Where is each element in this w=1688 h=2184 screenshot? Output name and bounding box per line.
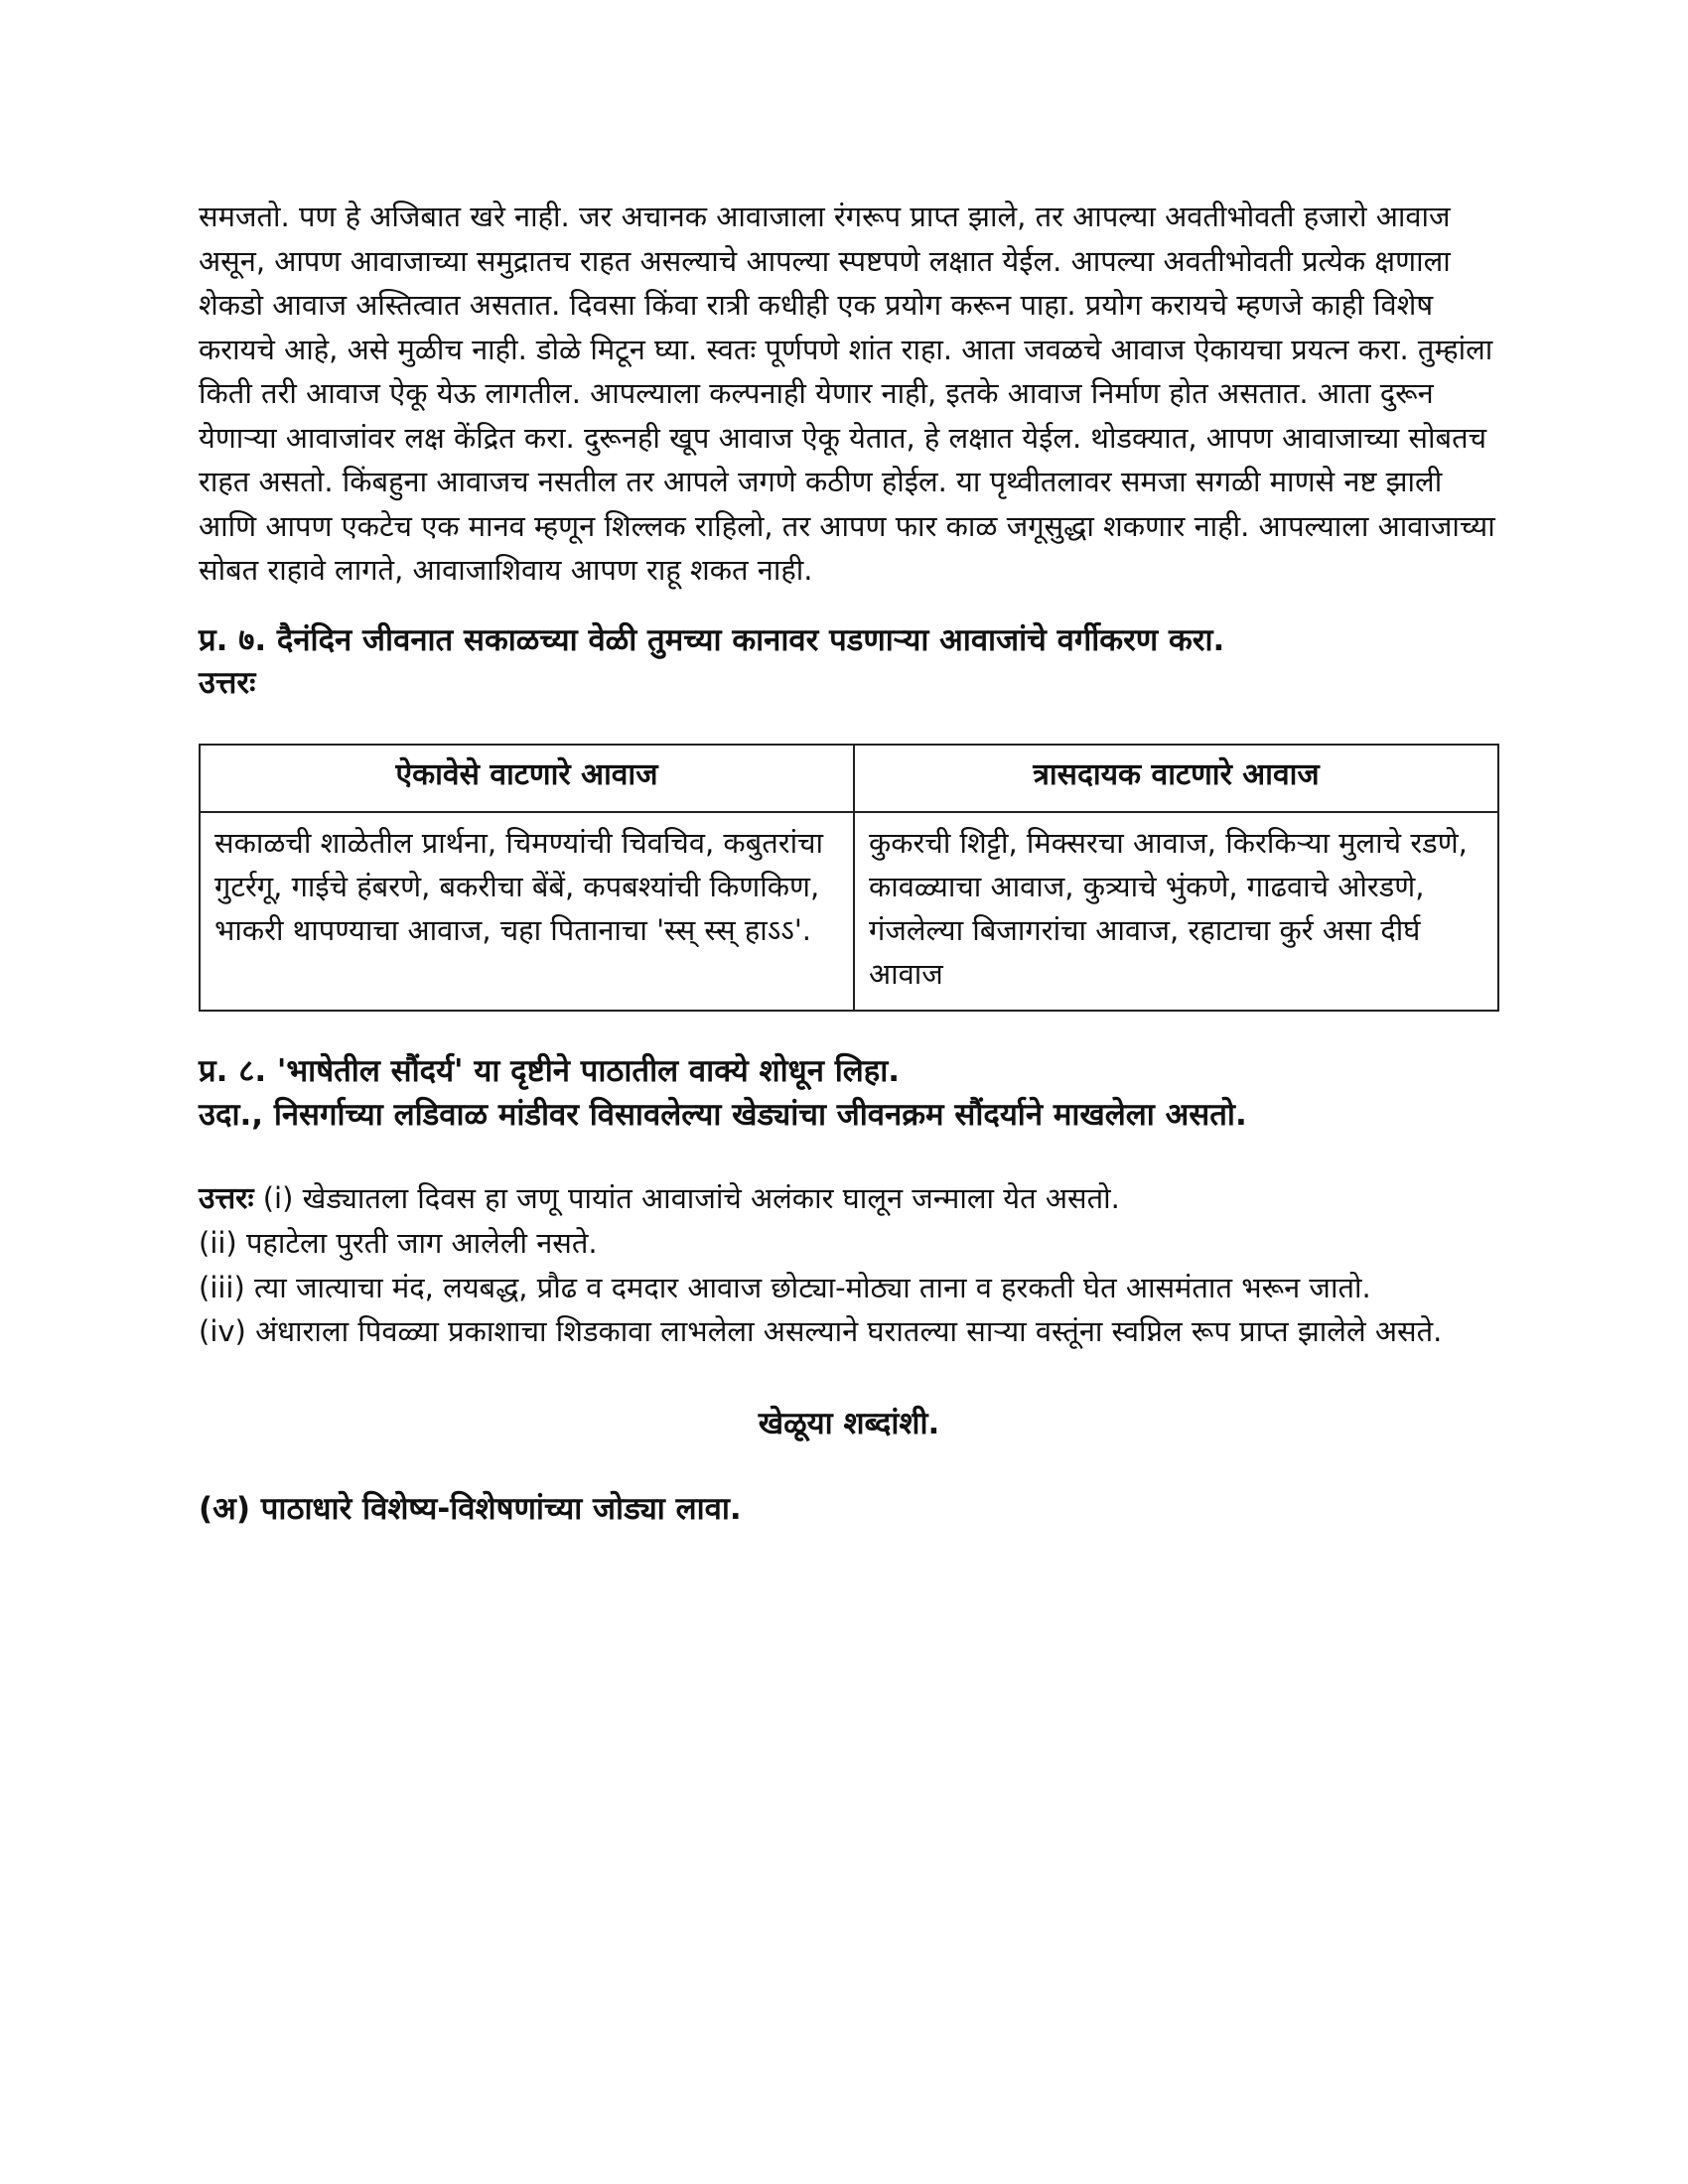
header-pleasant-sounds: ऐकावेसे वाटणारे आवाज <box>200 745 854 812</box>
answer-line-1 <box>199 1176 1499 1222</box>
answer-3: (iii) त्या जात्याचा मंद, लयबद्ध, प्रौढ व दमदार आवाज छोट्या-मोठ्या ताना व हरकती घेत आसमंतात भरून जातो. <box>199 1270 1371 1304</box>
exercise-a: (अ) पाठाधारे विशेष्य-विशेषणांच्या जोड्या लावा. <box>199 1490 742 1527</box>
answer-4: (iv) अंधाराला पिवळ्या प्रकाशाचा शिडकावा लाभलेला असल्याने घरातल्या साऱ्या वस्तूंना स्वप्निल रूप प्राप्त झालेले असते. <box>199 1314 1443 1348</box>
answer-2: (ii) पहाटेला पुरती जाग आलेली नसते. <box>199 1226 598 1260</box>
document-page <box>199 195 1499 1531</box>
sounds-classification-table <box>199 744 1499 1012</box>
cell-annoying-sounds: कुकरची शिट्टी, मिक्सरचा आवाज, किरकिऱ्या मुलाचे रडणे, कावळ्याचा आवाज, कुत्र्याचे भुंकणे, गाढवाचे ओरडणे, गंजलेल्या बिजागरांचा आवाज, रहाटाचा कुर्र असा दीर्घ आवाज <box>854 812 1498 1011</box>
question-7-answer-label: उत्तरः <box>199 664 256 701</box>
cell-pleasant-sounds: सकाळची शाळेतील प्रार्थना, चिमण्यांची चिवचिव, कबुतरांचा गुटर्रगू, गाईचे हंबरणे, बकरीचा बेंबें, कपबश्यांची किणकिण, भाकरी थापण्याचा आवाज, चहा पितानाचा 'स्स् स्स् हाऽऽ'. <box>200 812 854 1011</box>
table-header-row <box>200 745 1498 812</box>
question-8: प्र. ८. 'भाषेतील सौंदर्य' या दृष्टीने पाठातील वाक्ये शोधून लिहा. <box>199 1052 901 1089</box>
section-heading: खेळूया शब्दांशी. <box>758 1405 940 1441</box>
table-row <box>200 812 1498 1011</box>
question-8-answers <box>199 1176 1499 1354</box>
answer-1: (i) खेड्यातला दिवस हा जणू पायांत आवाजांचे अलंकार घालून जन्माला येत असतो. <box>262 1180 1120 1215</box>
question-8-example: उदा., निसर्गाच्या लडिवाळ मांडीवर विसावलेल्या खेड्यांचा जीवनक्रम सौंदर्याने माखलेला असतो. <box>199 1096 1247 1133</box>
intro-paragraph: समजतो. पण हे अजिबात खरे नाही. जर अचानक आवाजाला रंगरूप प्राप्त झाले, तर आपल्या अवतीभोवती हजारो आवाज असून, आपण आवाजाच्या समुद्रातच राहत असल्याचे आपल्या स्पष्टपणे लक्षात येईल. आपल्या अवतीभोवती प्रत्येक क्षणाला शेकडो आवाज अस्तित्वात असतात. दिवसा किंवा रात्री कधीही एक प्रयोग करून पाहा. प्रयोग करायचे म्हणजे काही विशेष करायचे आहे, असे मुळीच नाही. डोळे मिटून घ्या. स्वतः पूर्णपणे शांत राहा. आता जवळचे आवाज ऐकायचा प्रयत्न करा. तुम्हांला किती तरी आवाज ऐकू येऊ लागतील. आपल्याला कल्पनाही येणार नाही, इतके आवाज निर्माण होत असतात. आता दुरून येणाऱ्या आवाजांवर लक्ष केंद्रित करा. दुरूनही खूप आवाज ऐकू येतात, हे लक्षात येईल. थोडक्यात, आपण आवाजाच्या सोबतच राहत असतो. किंबहुना आवाजच नसतील तर आपले जगणे कठीण होईल. या पृथ्वीतलावर समजा सगळी माणसे नष्ट झाली आणि आपण एकटेच एक मानव म्हणून शिल्लक राहिलो, तर आपण फार काळ जगूसुद्धा शकणार नाही. आपल्याला आवाजाच्या सोबत राहावे लागते, आवाजाशिवाय आपण राहू शकत नाही. <box>199 200 1495 587</box>
question-7: प्र. ७. दैनंदिन जीवनात सकाळच्या वेळी तुमच्या कानावर पडणाऱ्या आवाजांचे वर्गीकरण करा. <box>199 621 1225 658</box>
header-annoying-sounds: त्रासदायक वाटणारे आवाज <box>854 745 1498 812</box>
answer-label: उत्तरः <box>199 1180 254 1216</box>
